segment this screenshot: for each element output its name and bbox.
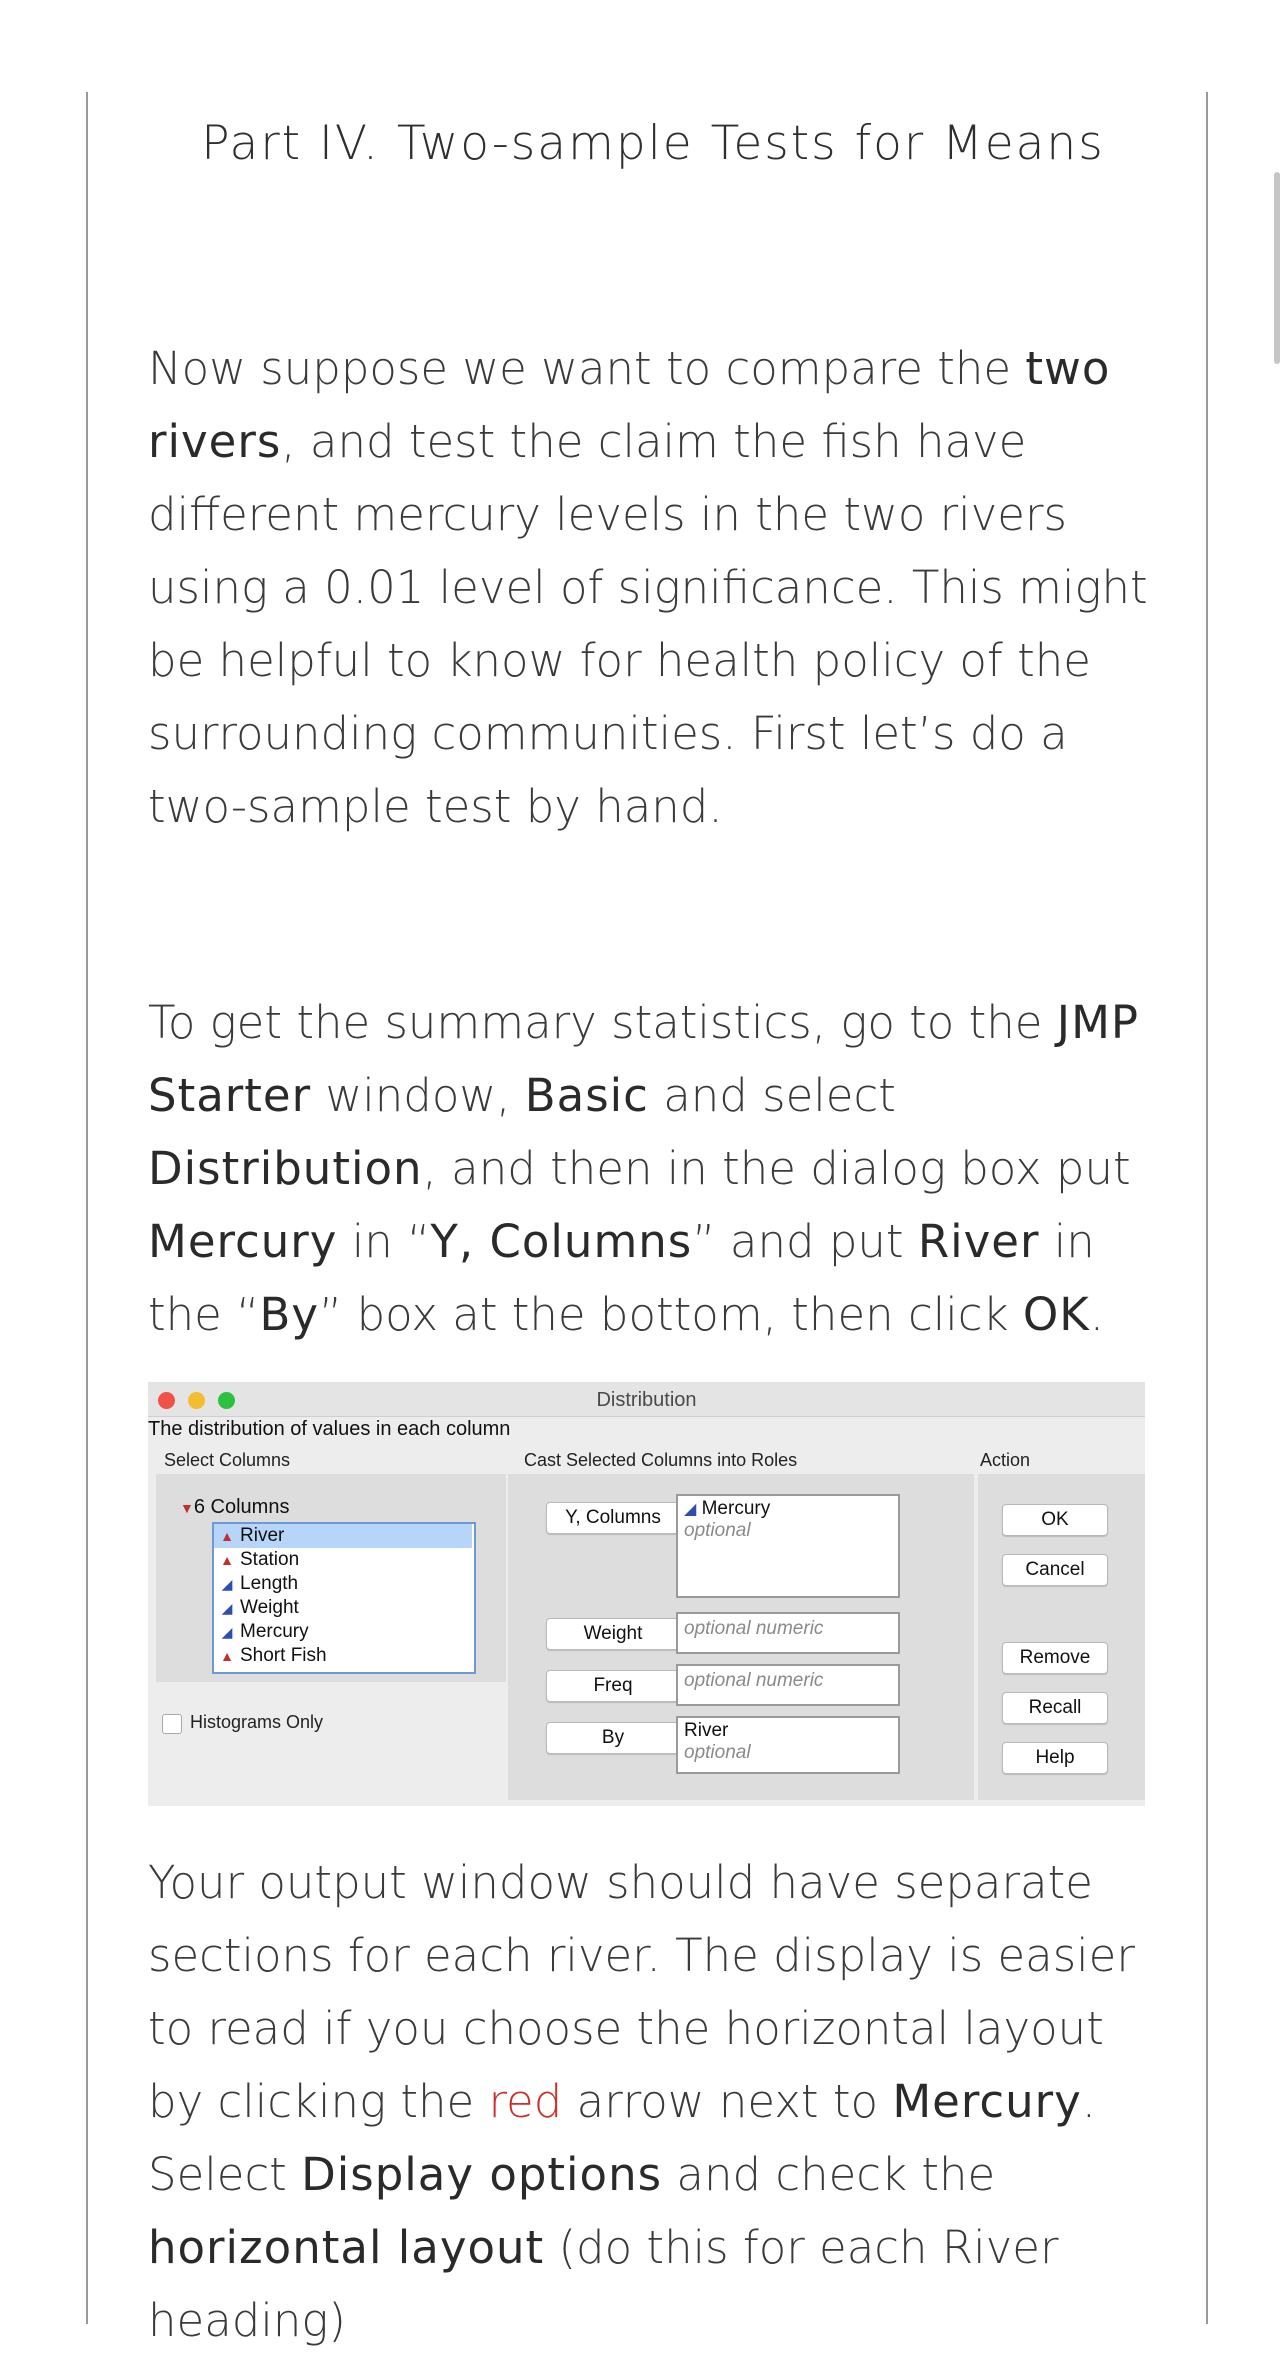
dialog-description: The distribution of values in each column	[148, 1418, 511, 1440]
continuous-column-icon: ◢	[684, 1501, 697, 1518]
remove-button[interactable]: Remove	[1002, 1642, 1108, 1674]
by-button[interactable]: By	[546, 1722, 680, 1754]
action-label: Action	[980, 1450, 1031, 1470]
action-panel	[978, 1474, 1145, 1800]
disclosure-triangle-icon: ▼	[180, 1500, 194, 1516]
columns-group-header[interactable]: ▼6 Columns	[180, 1496, 290, 1518]
nominal-column-icon: ▲	[220, 1552, 234, 1568]
ok-button[interactable]: OK	[1002, 1504, 1108, 1536]
continuous-column-icon: ◢	[221, 1600, 233, 1616]
cast-roles-label: Cast Selected Columns into Roles	[524, 1450, 798, 1470]
dialog-titlebar	[148, 1382, 1145, 1417]
content-frame-left	[86, 92, 88, 2324]
jmp-distribution-dialog	[148, 1382, 1145, 1806]
by-field[interactable]: River optional	[676, 1716, 900, 1774]
dialog-title: Distribution	[596, 1389, 697, 1411]
freq-button[interactable]: Freq	[546, 1670, 680, 1702]
output-paragraph: Your output window should have separate sections for each river. The display is easier to read if you choose the horizontal layout by clicking the red arrow next to Mercury. Select Display options and check the horizontal layout (do this for each River heading)	[148, 1856, 1135, 2347]
histograms-only-checkbox[interactable]	[162, 1714, 182, 1734]
column-item-station[interactable]: ▲ Station	[220, 1549, 300, 1570]
cast-roles-panel	[508, 1474, 974, 1800]
columns-listbox[interactable]	[212, 1522, 476, 1674]
column-item-mercury[interactable]: ◢ Mercury	[221, 1621, 309, 1642]
column-item-river[interactable]: ▲ River	[214, 1524, 472, 1548]
continuous-column-icon: ◢	[221, 1576, 233, 1592]
intro-paragraph: Now suppose we want to compare the two rivers, and test the claim the fish have different mercury levels in the two rivers using a 0.01 level of significance. This might be helpful to know for health policy of the surrounding communities. First let’s do a two-sample test by hand.	[148, 342, 1148, 833]
recall-button[interactable]: Recall	[1002, 1692, 1108, 1724]
y-columns-field[interactable]: ◢ Mercury optional	[676, 1494, 900, 1598]
scrollbar-thumb[interactable]	[1274, 172, 1280, 364]
weight-field[interactable]: optional numeric	[676, 1612, 900, 1654]
select-columns-label: Select Columns	[164, 1450, 291, 1470]
histograms-only-label: Histograms Only	[190, 1712, 324, 1732]
content-frame-right	[1206, 92, 1208, 2324]
page-title: Part IV. Two-sample Tests for Means	[201, 116, 1105, 171]
continuous-column-icon: ◢	[221, 1624, 233, 1640]
column-item-length[interactable]: ◢ Length	[221, 1573, 299, 1594]
help-button[interactable]: Help	[1002, 1742, 1108, 1774]
nominal-column-icon: ▲	[220, 1528, 234, 1544]
weight-button[interactable]: Weight	[546, 1618, 680, 1650]
column-item-weight[interactable]: ◢ Weight	[221, 1597, 299, 1618]
select-columns-panel	[156, 1474, 506, 1682]
instructions-paragraph: To get the summary statistics, go to the JMP Starter window, Basic and select Distribution, and then in the dialog box put Mercury in “Y, Columns” and put River in the “By” box at the bottom, then click OK.	[148, 996, 1140, 1341]
nominal-column-icon: ▲	[220, 1648, 234, 1664]
cancel-button[interactable]: Cancel	[1002, 1554, 1108, 1586]
freq-field[interactable]: optional numeric	[676, 1664, 900, 1706]
y-columns-button[interactable]: Y, Columns	[546, 1502, 680, 1534]
column-item-short-fish[interactable]: ▲ Short Fish	[220, 1645, 327, 1666]
